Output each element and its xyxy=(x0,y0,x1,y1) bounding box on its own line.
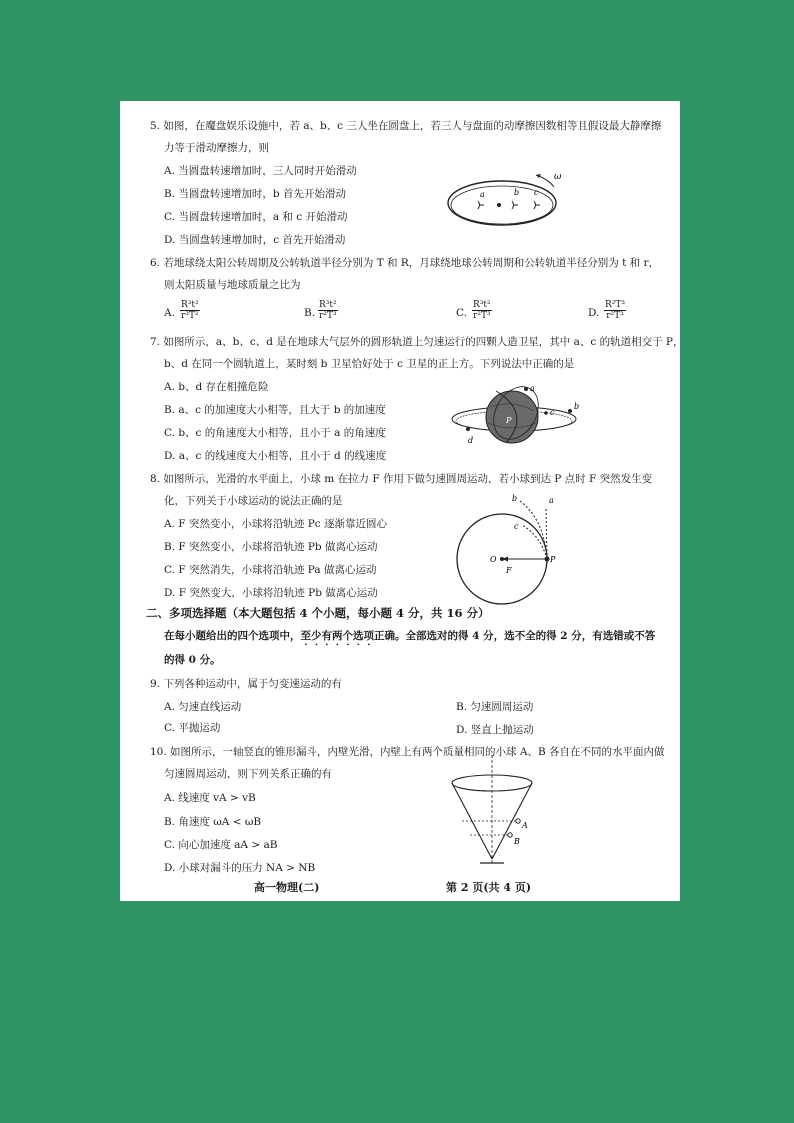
q8-option-d[interactable]: D. F 突然变大，小球将沿轨迹 Pb 做离心运动 xyxy=(164,587,378,599)
exam-page xyxy=(120,101,684,901)
q8-label-a: a xyxy=(549,496,554,505)
q6-a-den: r³T² xyxy=(181,311,199,321)
q6-b-num: R³t² xyxy=(319,300,337,310)
q5-option-b[interactable]: B. 当圆盘转速增加时，b 首先开始滑动 xyxy=(164,188,346,200)
q6-option-c-letter[interactable]: C. xyxy=(456,307,467,319)
q6-option-d-letter[interactable]: D. xyxy=(588,307,600,319)
q8-option-a[interactable]: A. F 突然变小，小球将沿轨迹 Pc 逐渐靠近圆心 xyxy=(164,518,388,530)
footer-page-number: 第 2 页(共 4 页) xyxy=(446,881,532,894)
q8-label-f: F xyxy=(506,566,512,575)
q9-option-c[interactable]: C. 平抛运动 xyxy=(164,722,221,734)
q10-option-c[interactable]: C. 向心加速度 aA > aB xyxy=(164,839,278,851)
q6-stem-line1: 6. 若地球绕太阳公转周期及公转轨道半径分别为 T 和 R，月球绕地球公转周期和公转轨道半径分别为 t 和 r， xyxy=(150,257,660,269)
q8-option-c[interactable]: C. F 突然消失，小球将沿轨迹 Pa 做离心运动 xyxy=(164,564,377,576)
q10-label-a: A xyxy=(522,821,528,830)
q7-label-c: c xyxy=(550,408,555,417)
q6-option-a-fraction xyxy=(180,300,200,321)
q7-label-d: d xyxy=(468,436,474,445)
section2-instr-post: 正确。全部选对的得 4 分，选不全的得 2 分，有选错或不答 xyxy=(374,630,656,642)
q9-option-b[interactable]: B. 匀速圆周运动 xyxy=(456,701,534,713)
q6-d-den: r²T³ xyxy=(606,311,624,321)
q7-stem-line1: 7. 如图所示，a、b、c、d 是在地球大气层外的圆形轨道上匀速运行的四颗人造卫星，其中 a、c 的轨道相交于 P， xyxy=(150,336,684,348)
q6-option-b-letter[interactable]: B. xyxy=(304,307,316,319)
q5-stem-line2: 力等于滑动摩擦力，则 xyxy=(164,142,269,154)
q5-label-c: c xyxy=(534,188,539,197)
q6-option-d-fraction xyxy=(604,300,626,321)
q6-option-c-fraction xyxy=(472,300,492,321)
footer-subject: 高一物理(二) xyxy=(254,881,320,894)
q9-option-d[interactable]: D. 竖直上抛运动 xyxy=(456,724,534,736)
q7-satellites-figure xyxy=(446,377,586,459)
section2-instruction-line1 xyxy=(164,629,655,648)
q7-label-a: a xyxy=(530,384,535,393)
q6-stem-line2: 则太阳质量与地球质量之比为 xyxy=(164,279,301,291)
q8-stem-line1: 8. 如图所示，光滑的水平面上，小球 m 在拉力 F 作用下做匀速圆周运动，若小球到达 P 点时 F 突然发生变 xyxy=(150,473,653,485)
q8-label-b: b xyxy=(512,494,518,503)
q8-label-o: O xyxy=(490,555,497,564)
q8-stem-line2: 化，下列关于小球运动的说法正确的是 xyxy=(164,495,343,507)
q7-option-b[interactable]: B. a、c 的加速度大小相等，且大于 b 的加速度 xyxy=(164,404,386,416)
q8-option-b[interactable]: B. F 突然变小，小球将沿轨迹 Pb 做离心运动 xyxy=(164,541,378,553)
q5-option-d[interactable]: D. 当圆盘转速增加时，c 首先开始滑动 xyxy=(164,234,346,246)
section2-instr-pre: 在每小题给出的四个选项中， xyxy=(164,630,301,642)
section2-title: 二、多项选择题（本大题包括 4 个小题，每小题 4 分，共 16 分） xyxy=(146,606,490,620)
section2-instr-emphasis: 至少有两个选项 xyxy=(300,630,374,642)
q7-stem-line2: b、d 在同一个圆轨道上，某时刻 b 卫星恰好处于 c 卫星的正上方。下列说法中正确的是 xyxy=(164,358,575,370)
q6-option-a-letter[interactable]: A. xyxy=(164,307,175,319)
q7-option-a[interactable]: A. b、d 存在相撞危险 xyxy=(164,381,269,393)
section2-instruction-line2: 的得 0 分。 xyxy=(164,654,221,666)
q5-label-a: a xyxy=(480,190,485,199)
q8-circular-motion-figure xyxy=(454,489,564,607)
q7-option-c[interactable]: C. b、c 的角速度大小相等，且小于 a 的角速度 xyxy=(164,427,386,439)
q7-option-d[interactable]: D. a、c 的线速度大小相等，且小于 d 的线速度 xyxy=(164,450,387,462)
q6-c-num: R³t² xyxy=(473,300,491,310)
q7-label-p: P xyxy=(506,416,512,425)
q5-label-b: b xyxy=(514,188,520,197)
q5-omega-label: ω xyxy=(554,172,562,182)
q5-option-a[interactable]: A. 当圆盘转速增加时，三人同时开始滑动 xyxy=(164,165,357,177)
q6-option-b-fraction xyxy=(318,300,338,321)
q5-stem-line1: 5. 如图，在魔盘娱乐设施中，若 a、b、c 三人坐在圆盘上，若三人与盘面的动摩擦因数相等且假设最大静摩擦 xyxy=(150,120,662,132)
q9-stem: 9. 下列各种运动中，属于匀变速运动的有 xyxy=(150,678,342,690)
q5-option-c[interactable]: C. 当圆盘转速增加时，a 和 c 开始滑动 xyxy=(164,211,348,223)
q6-b-den: r²T³ xyxy=(319,311,337,321)
q10-option-b[interactable]: B. 角速度 ωA < ωB xyxy=(164,816,262,828)
q5-carousel-figure xyxy=(440,161,564,233)
q10-label-b: B xyxy=(514,837,520,846)
q10-option-d[interactable]: D. 小球对漏斗的压力 NA > NB xyxy=(164,862,316,874)
q10-option-a[interactable]: A. 线速度 vA > vB xyxy=(164,792,256,804)
q10-stem-line2: 匀速圆周运动，则下列关系正确的有 xyxy=(164,768,332,780)
q10-funnel-figure xyxy=(442,753,542,871)
q7-label-b: b xyxy=(574,402,580,411)
q9-option-a[interactable]: A. 匀速直线运动 xyxy=(164,701,242,713)
q10-stem-line1: 10. 如图所示，一轴竖直的锥形漏斗，内壁光滑，内壁上有两个质量相同的小球 A、B 各自在不同的水平面内做 xyxy=(150,746,665,758)
q6-a-num: R³t² xyxy=(181,300,199,310)
q6-d-num: R²T³ xyxy=(605,300,625,310)
q6-c-den: r²T³ xyxy=(473,311,491,321)
q8-label-p: P xyxy=(550,555,556,564)
q8-label-c: c xyxy=(514,522,519,531)
